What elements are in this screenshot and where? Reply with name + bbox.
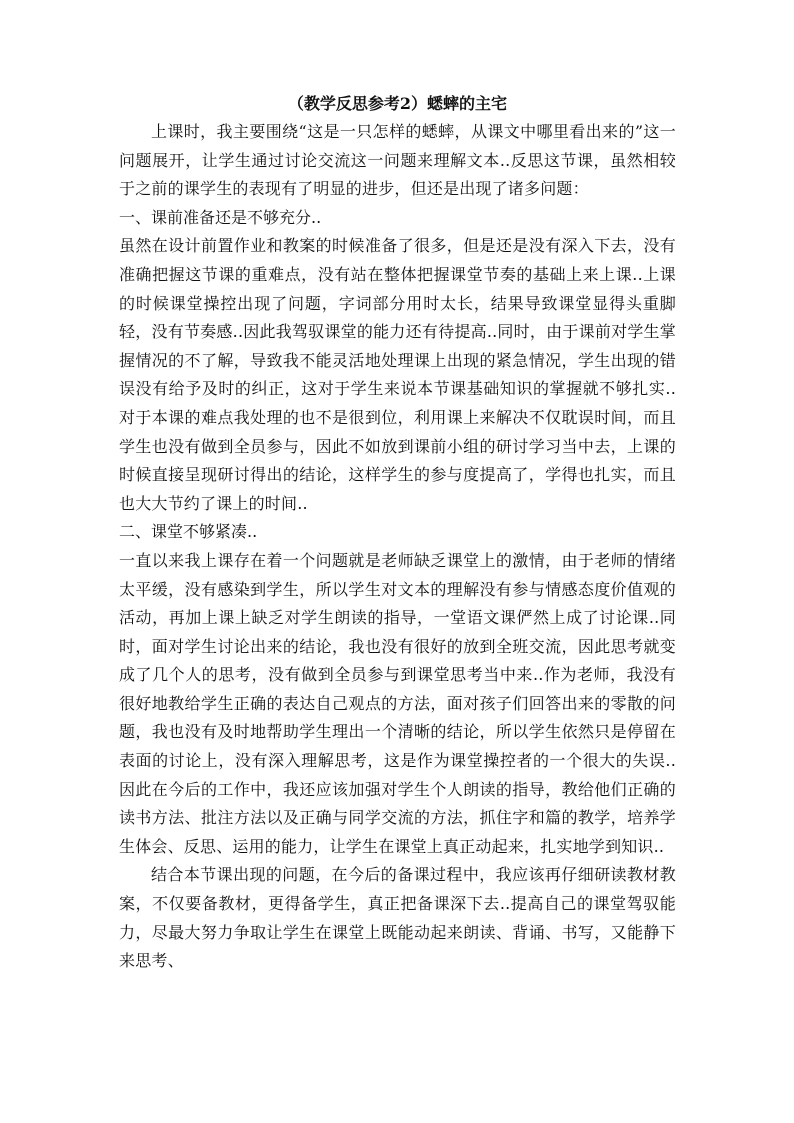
closing-paragraph: 结合本节课出现的问题，在今后的备课过程中，我应该再仔细研读教材教案，不仅要备教材，更得备学生，真正把备课深下去..提高自己的课堂驾驭能力，尽最大努力争取让学生在课堂上既能动起来朗读、背诵、书写，又能静下来思考、	[119, 865, 676, 971]
document-title: （教学反思参考2）蟋蟀的主宅	[287, 94, 508, 113]
document-page	[119, 92, 676, 976]
section-1-heading: 一、课前准备还是不够充分..	[119, 207, 322, 227]
section-2-heading: 二、课堂不够紧凑..	[119, 522, 258, 542]
section-2-paragraph: 一直以来我上课存在着一个问题就是老师缺乏课堂上的激情，由于老师的情绪太平缓，没有感染到学生，所以学生对文本的理解没有参与情感态度价值观的活动，再加上课上缺乏对学生朗读的指导，一堂语文课俨然上成了讨论课..同时，面对学生讨论出来的结论，我也没有很好的放到全班交流，因此思考就变成了几个人的思考，没有做到全员参与到课堂思考当中来..作为老师，我没有很好地教给学生正确的表达自己观点的方法，面对孩子们回答出来的零散的问题，我也没有及时地帮助学生理出一个清晰的结论，所以学生依然只是停留在表面的讨论上，没有深入理解思考，这是作为课堂操控者的一个很大的失误..因此在今后的工作中，我还应该加强对学生个人朗读的指导，教给他们正确的读书方法、批注方法以及正确与同学交流的方法，抓住字和篇的教学，培养学生体会、反思、运用的能力，让学生在课堂上真正动起来，扎实地学到知识..	[119, 550, 676, 856]
intro-paragraph: 上课时，我主要围绕“这是一只怎样的蟋蟀，从课文中哪里看出来的”这一问题展开，让学生通过讨论交流这一问题来理解文本..反思这节课，虽然相较于之前的课学生的表现有了明显的进步，但还是出现了诸多问题：	[119, 122, 676, 199]
section-1-paragraph: 虽然在设计前置作业和教案的时候准备了很多，但是还是没有深入下去，没有准确把握这节课的重难点，没有站在整体把握课堂节奏的基础上来上课..上课的时候课堂操控出现了问题，字词部分用时太长，结果导致课堂显得头重脚轻，没有节奏感..因此我驾驭课堂的能力还有待提高..同时，由于课前对学生掌握情况的不了解，导致我不能灵活地处理课上出现的紧急情况，学生出现的错误没有给予及时的纠正，这对于学生来说本节课基础知识的掌握就不够扎实..对于本课的难点我处理的也不是很到位，利用课上来解决不仅耽误时间，而且学生也没有做到全员参与，因此不如放到课前小组的研讨学习当中去，上课的时候直接呈现研讨得出的结论，这样学生的参与度提高了，学得也扎实，而且也大大节约了课上的时间..	[119, 236, 676, 513]
